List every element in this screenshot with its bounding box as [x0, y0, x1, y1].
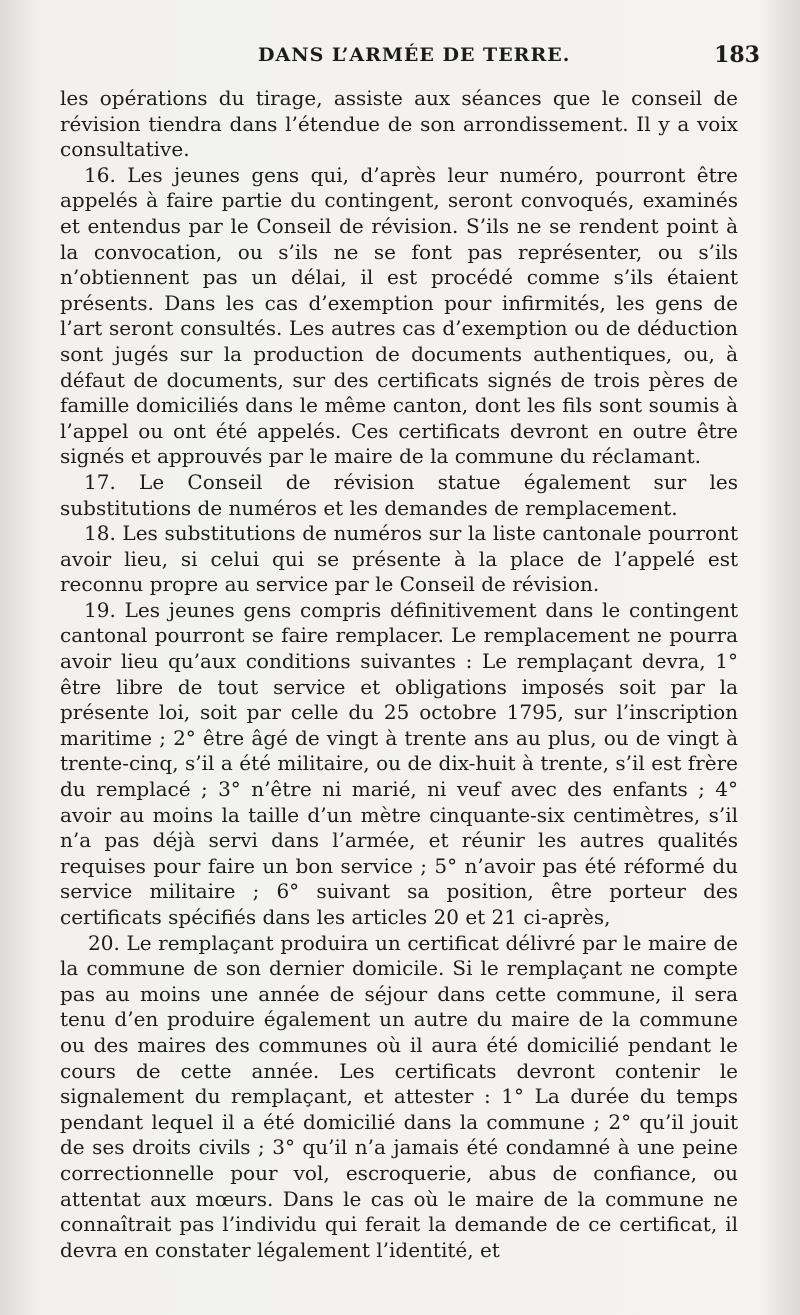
article-17: 17. Le Conseil de révision statue également sur les substitutions de numéros et les demandes de remplacement. [60, 469, 738, 520]
page-body [60, 86, 738, 1263]
article-20: 20. Le remplaçant produira un certificat délivré par le maire de la commune de son dernier domicile. Si le remplaçant ne compte pas au moins une année de séjour dans cette commune, il sera tenu d’en produire également un autre du maire de la commune ou des maires des communes où il aura été domicilié pendant le cours de cette année. Les certificats devront contenir le signalement du remplaçant, et attester : 1° La durée du temps pendant lequel il a été domicilié dans la commune ; 2° qu’il jouit de ses droits civils ; 3° qu’il n’a jamais été condamné à une peine correctionnelle pour vol, escroquerie, abus de confiance, ou attentat aux mœurs. Dans le cas où le maire de la commune ne connaîtrait pas l’individu qui ferait la demande de ce certificat, il devra en constater légalement l’identité, et [60, 930, 738, 1262]
article-19: 19. Les jeunes gens compris définitivement dans le contingent cantonal pourront se faire remplacer. Le remplacement ne pourra avoir lieu qu’aux conditions suivantes : Le remplaçant devra, 1° être libre de tout service et obligations imposés soit par la présente loi, soit par celle du 25 octobre 1795, sur l’inscription maritime ; 2° être âgé de vingt à trente ans au plus, ou de vingt à trente-cinq, s’il a été militaire, ou de dix-huit à trente, s’il est frère du remplacé ; 3° n’être ni marié, ni veuf avec des enfants ; 4° avoir au moins la taille d’un mètre cinquante-six centimètres, s’il n’a pas déjà servi dans l’armée, et réunir les autres qualités requises pour faire un bon service ; 5° n’avoir pas été réformé du service militaire ; 6° suivant sa position, être porteur des certificats spécifiés dans les articles 20 et 21 ci-après, [60, 597, 738, 929]
page-number: 183 [714, 42, 760, 68]
article-16: 16. Les jeunes gens qui, d’après leur numéro, pourront être appelés à faire partie du contingent, seront convoqués, examinés et entendus par le Conseil de révision. S’ils ne se rendent point à la convocation, ou s’ils ne se font pas représenter, ou s’ils n’obtiennent pas un délai, il est procédé comme s’ils étaient présents. Dans les cas d’exemption pour infirmités, les gens de l’art seront consultés. Les autres cas d’exemption ou de déduction sont jugés sur la production de documents authentiques, ou, à défaut de documents, sur des certificats signés de trois pères de famille domiciliés dans le même canton, dont les fils sont soumis à l’appel ou ont été appelés. Ces certificats devront en outre être signés et approuvés par le maire de la commune du réclamant. [60, 162, 738, 469]
running-title: DANS L’ARMÉE DE TERRE. [258, 44, 571, 66]
paragraph-continuation: les opérations du tirage, assiste aux séances que le conseil de révision tiendra dans l’étendue de son arrondissement. Il y a voix consultative. [60, 86, 738, 162]
page-header [0, 38, 800, 78]
article-18: 18. Les substitutions de numéros sur la liste cantonale pourront avoir lieu, si celui qui se présente à la place de l’appelé est reconnu propre au service par le Conseil de révision. [60, 521, 738, 597]
